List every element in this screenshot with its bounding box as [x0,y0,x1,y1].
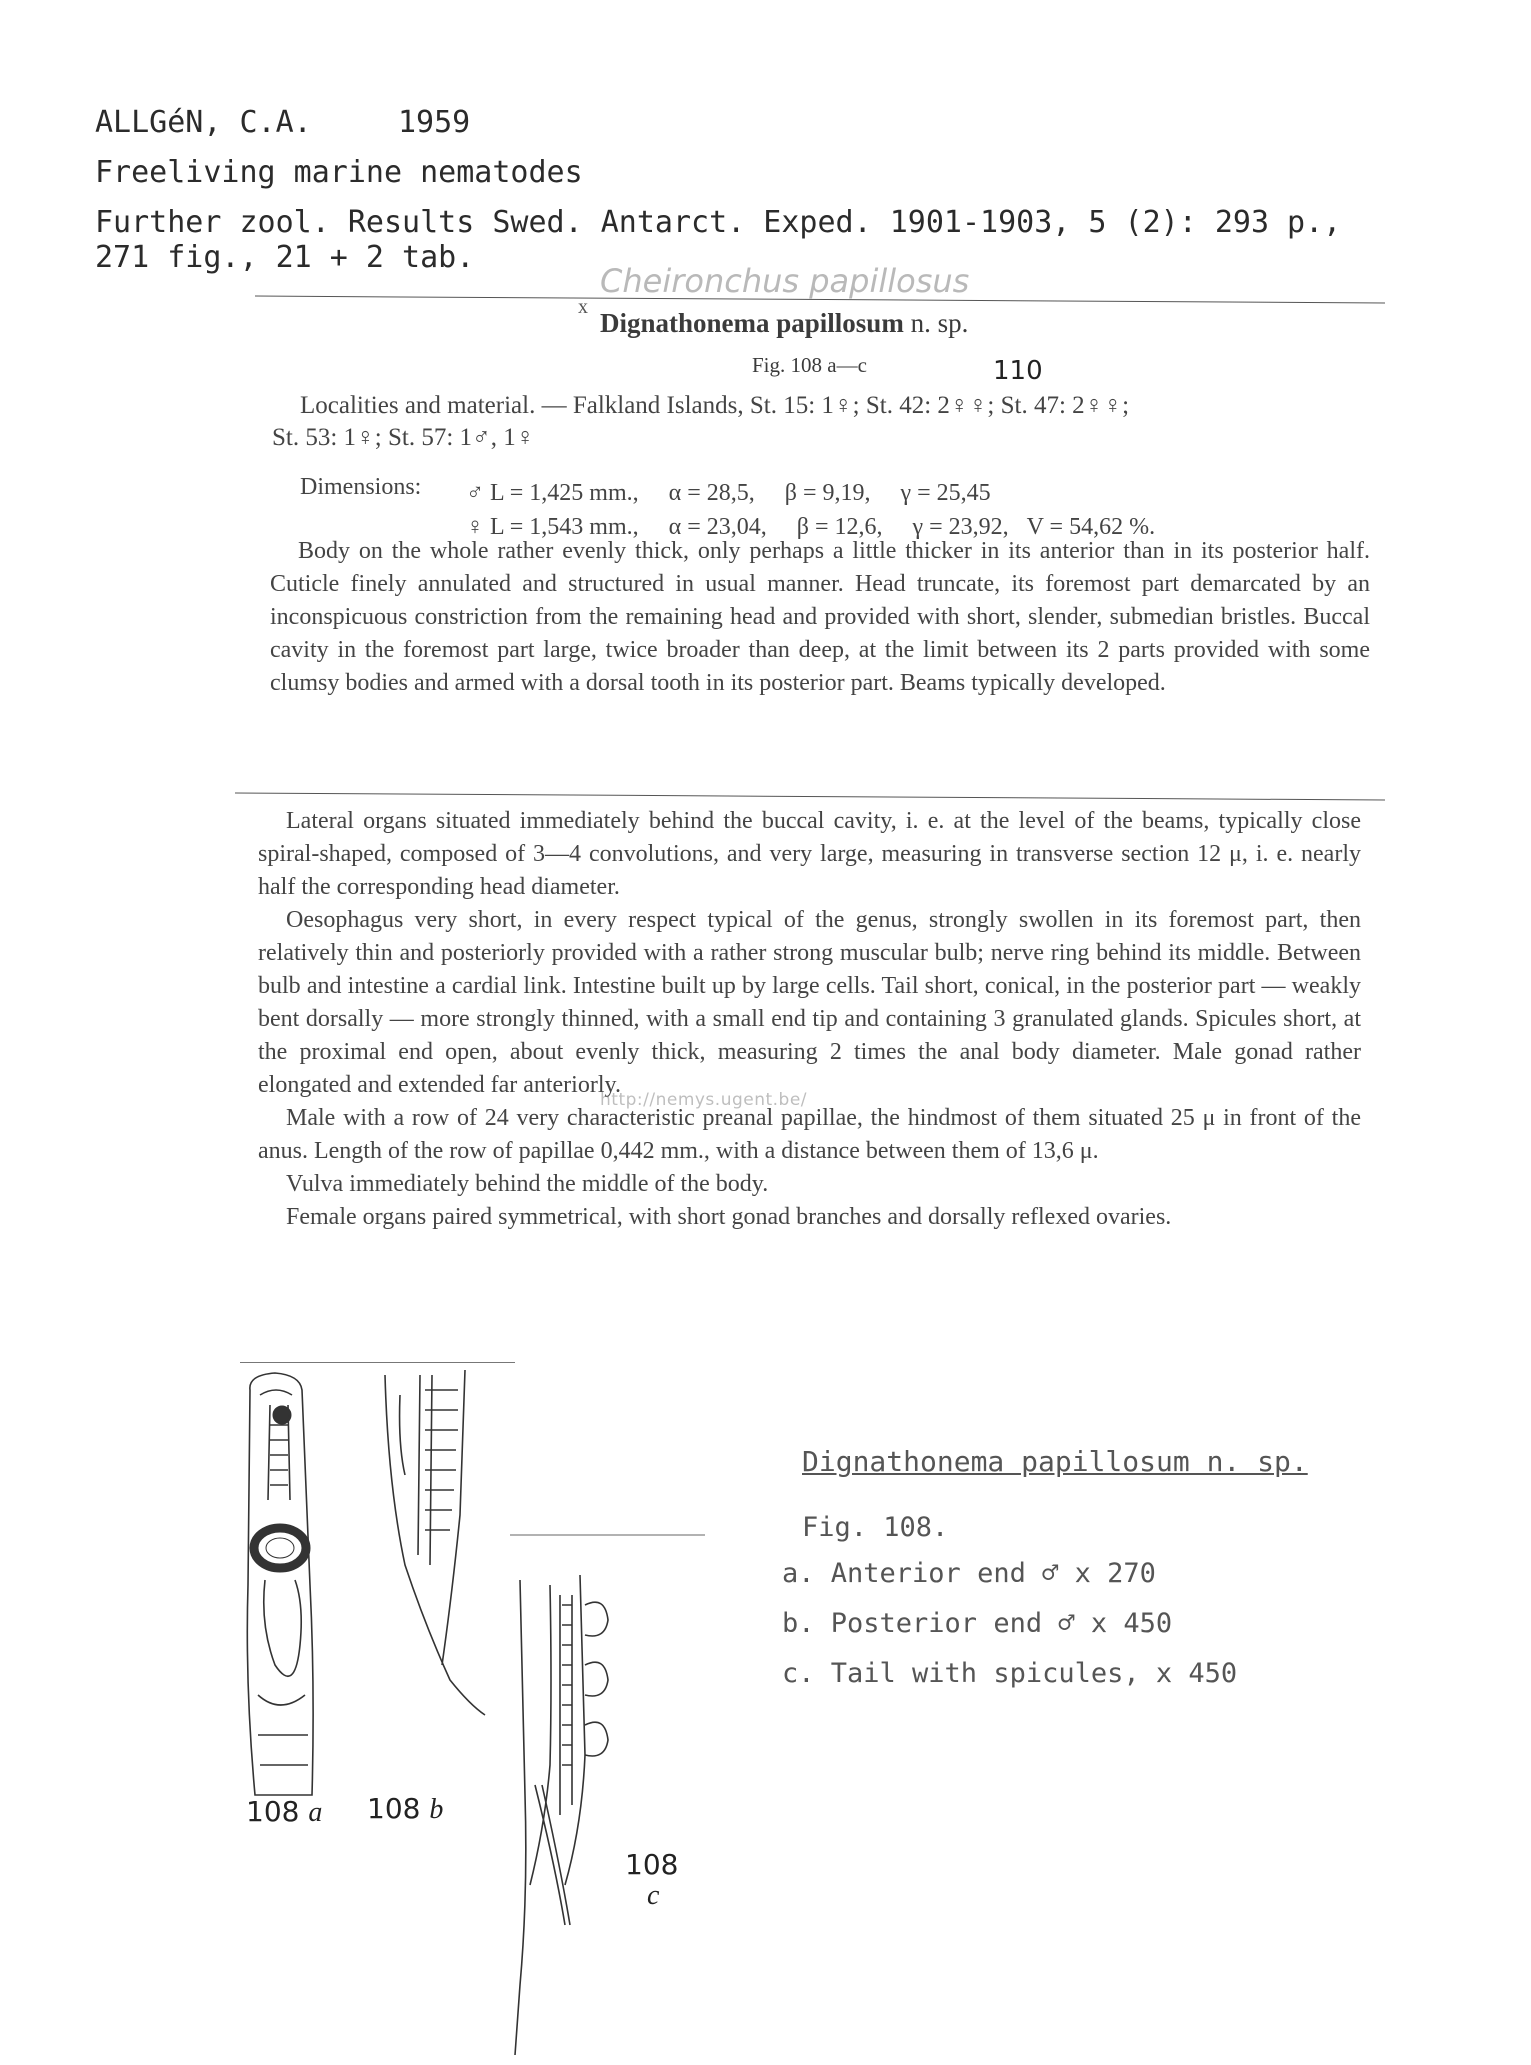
fig-label-108c [625,1850,678,1911]
paragraph: Male with a row of 24 very characteristic preanal papillae, the hindmost of them situated 25 μ in front of the anus. Length of the row of papillae 0,442 mm., with a distance between them of 13,6 μ. [258,1105,1361,1164]
author: ALLGéN, C.A. [95,105,312,140]
mid-rule [235,792,1385,800]
dimensions-female: ♀ L = 1,543 mm., α = 23,04, β = 12,6, γ = 23,92, V = 54,62 %. [466,514,1156,540]
body-text-2 [258,805,1361,1234]
fig-108a-drawing [247,1373,313,1795]
caption-b: b. Posterior end ♂ x 450 [782,1608,1173,1639]
paragraph: Lateral organs situated immediately behind the buccal cavity, i. e. at the level of the beams, typically close spiral-shaped, composed of 3—4 convolutions, and very large, measuring in transverse section 12 μ, i. e. nearly half the corresponding head diameter. [258,808,1361,900]
fig-label-number: 108 [246,1795,300,1828]
fig-108c-drawing [515,1575,608,2055]
paragraph: Vulva immediately behind the middle of the body. [286,1171,769,1197]
watermark: http://nemys.ugent.be/ [600,1090,808,1110]
fig-label-letter: c [647,1880,660,1911]
fig-label-108a [246,1795,322,1829]
species-marker: x [578,296,588,318]
paragraph: Oesophagus very short, in every respect typical of the genus, strongly swollen in its foremost part, then relatively thin and posteriorly provided with a rather strong muscular bulb; nerve ring behind its middle. Between bulb and intestine a cardial link. Intestine built up by large cells. Tail short, conical, in the posterior part — weakly bent dorsally — more strongly thinned, with a small end tip and containing 3 granulated glands. Spicules short, at the proximal end open, about evenly thick, measuring 2 times the anal body diameter. Male gonad rather elongated and extended far anteriorly. [258,907,1361,1098]
page-number: 110 [993,356,1043,386]
body-text-1 [270,535,1370,700]
figure-reference: Fig. 108 a—c [752,353,867,377]
caption-a: a. Anterior end ♂ x 270 [782,1558,1156,1589]
fig-label-number: 108 [367,1792,421,1825]
citation-line-1: Further zool. Results Swed. Antarct. Exped. 1901-1903, 5 (2): 293 p., [95,205,1342,240]
fig-label-108b [367,1792,443,1826]
handwritten-name: Cheironchus papillosus [600,262,970,300]
dimensions-male: ♂ L = 1,425 mm., α = 28,5, β = 9,19, γ = 25,45 [466,480,991,506]
reference-title: Freeliving marine nematodes [95,155,583,190]
species-suffix: n. sp. [910,308,969,338]
fig-label-number: 108 [625,1848,679,1881]
localities-line-1: Localities and material. — Falkland Islands, St. 15: 1♀; St. 42: 2♀♀; St. 47: 2♀♀; [300,392,1130,419]
localities-line-2: St. 53: 1♀; St. 57: 1♂, 1♀ [272,424,535,451]
year: 1959 [398,105,471,140]
fig-label-letter: b [429,1794,444,1825]
figure-rule [240,1362,515,1363]
fig-label-letter: a [308,1797,323,1828]
paragraph: Female organs paired symmetrical, with short gonad branches and dorsally reflexed ovaries. [286,1204,1172,1230]
caption-c: c. Tail with spicules, x 450 [782,1658,1238,1689]
caption-fig: Fig. 108. [802,1512,949,1543]
paragraph: Body on the whole rather evenly thick, only perhaps a little thicker in its anterior than in its posterior half. Cuticle finely annulated and structured in usual manner. Head truncate, its foremost part demarcated by an inconspicuous constriction from the remaining head and provided with short, slender, submedian bristles. Buccal cavity in the foremost part large, twice broader than deep, at the limit between its 2 parts provided with some clumsy bodies and armed with a dorsal tooth in its posterior part. Beams typically developed. [270,538,1370,696]
dimensions-label: Dimensions: [300,474,422,500]
citation-line-2: 271 fig., 21 + 2 tab. [95,240,475,275]
species-heading [600,308,968,339]
figure-drawings [220,1365,820,2065]
species-name: Dignathonema papillosum [600,308,904,338]
fig-108b-drawing [385,1370,485,1715]
caption-title: Dignathonema papillosum n. sp. [802,1445,1308,1478]
